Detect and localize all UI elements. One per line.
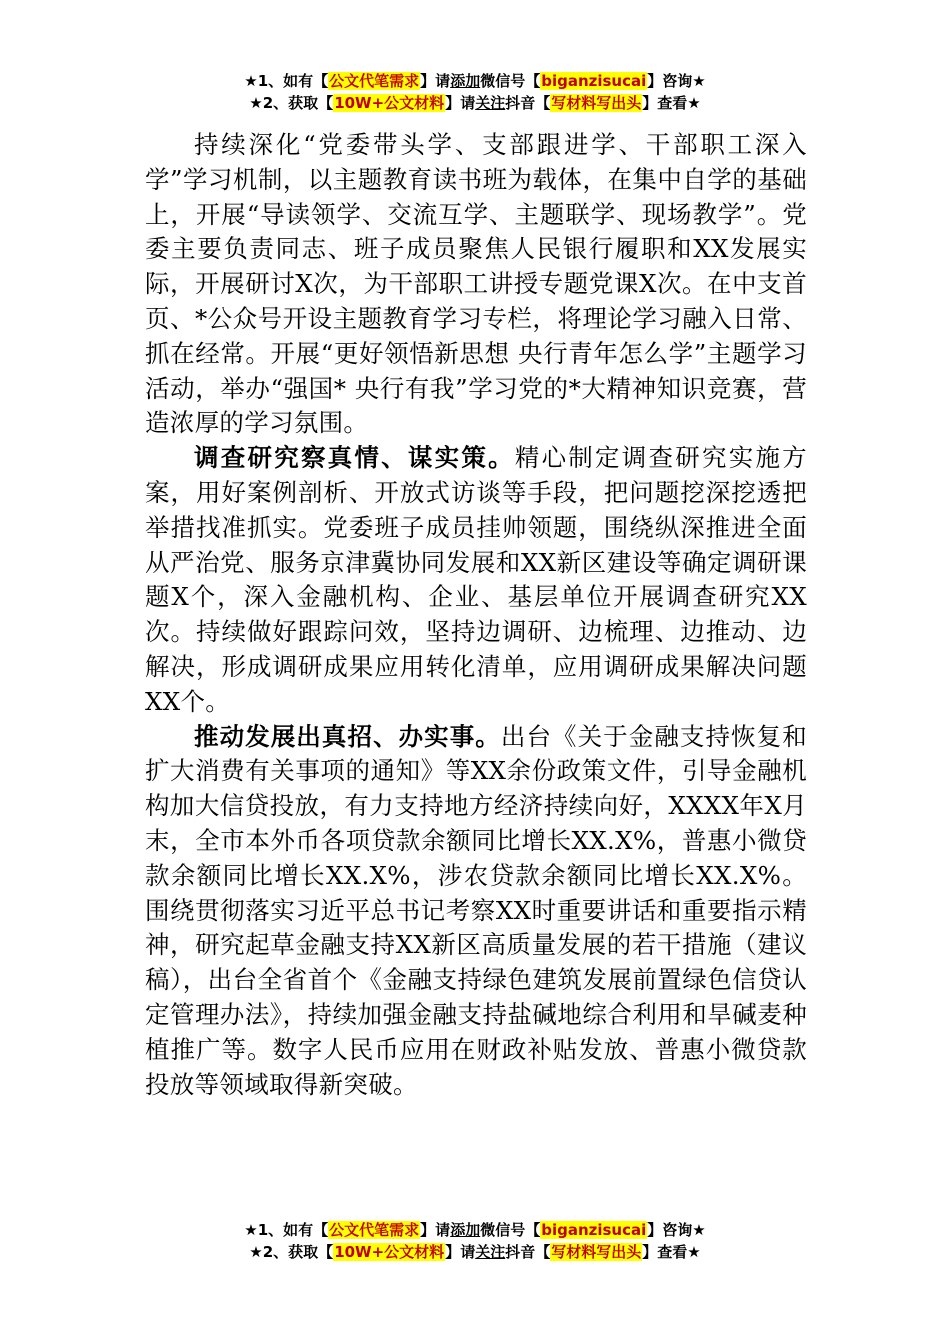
footer-banner (0, 1219, 950, 1263)
paragraph-development (145, 720, 807, 1103)
paragraph-text: 出台《关于金融支持恢复和扩大消费有关事项的通知》等XX余份政策文件，引导金融机构加大信贷投放，有力支持地方经济持续向好，XXXX年X月末，全市本外币各项贷款余额同比增长XX.X%，普惠小微贷款余额同比增长XX.X%，涉农贷款余额同比增长XX.X%。围绕贯彻落实习近平总书记考察XX时重要讲话和重要指示精神，研究起草金融支持XX新区高质量发展的若干措施（建议稿），出台全省首个《金融支持绿色建筑发展前置绿色信贷认定管理办法》，持续加强金融支持盐碱地综合利用和旱碱麦种植推广等。数字人民币应用在财政补贴发放、普惠小微贷款投放等领域取得新突破。 (145, 721, 807, 1099)
highlight-douyin-account: 写材料写出头 (551, 1243, 642, 1261)
paragraph-heading: 调查研究察真情、谋实策。 (194, 443, 515, 473)
highlight-materials: 10W+公文材料 (334, 1243, 445, 1261)
paragraph-text: 精心制定调查研究实施方案，用好案例剖析、开放式访谈等手段，把问题挖深挖透把举措找准抓实。党委班子成员挂帅领题，围绕纵深推进全面从严治党、服务京津冀协同发展和XX新区建设等确定调研课题X个，深入金融机构、企业、基层单位开展调查研究XX次。持续做好跟踪问效，坚持边调研、边梳理、边推动、边解决，形成调研成果应用转化清单，应用调研成果解决问题XX个。 (145, 443, 807, 716)
banner-line-2: ★2、获取【10W+公文材料】请关注抖音【写材料写出头】查看★ (249, 1243, 701, 1261)
highlight-materials: 10W+公文材料 (334, 94, 445, 112)
paragraph-heading: 推动发展出真招、办实事。 (194, 721, 501, 751)
highlight-writing-service: 公文代笔需求 (329, 72, 420, 90)
banner-line-1: ★1、如有【公文代笔需求】请添加微信号【biganzisucai】咨询★ (244, 1221, 706, 1239)
paragraph-study (145, 128, 807, 441)
star-icon: ★ (249, 1243, 263, 1261)
highlight-writing-service: 公文代笔需求 (329, 1221, 420, 1239)
banner-line-1: ★1、如有【公文代笔需求】请添加微信号【biganzisucai】咨询★ (244, 72, 706, 90)
paragraph-text: 持续深化“党委带头学、支部跟进学、干部职工深入学”学习机制，以主题教育读书班为载体，在集中自学的基础上，开展“导读领学、交流互学、主题联学、现场教学”。党委主要负责同志、班子成员聚焦人民银行履职和XX发展实际，开展研讨X次，为干部职工讲授专题党课X次。在中支首页、*公众号开设主题教育学习专栏，将理论学习融入日常、抓在经常。开展“更好领悟新思想 央行青年怎么学”主题学习活动，举办“强国* 央行有我”学习党的*大精神知识竞赛，营造浓厚的学习氛围。 (145, 130, 807, 438)
document-body (145, 128, 807, 1102)
star-icon: ★ (244, 1221, 258, 1239)
paragraph-research (145, 441, 807, 719)
star-icon: ★ (249, 94, 263, 112)
star-icon: ★ (244, 72, 258, 90)
highlight-wechat-id: biganzisucai (541, 72, 647, 90)
highlight-douyin-account: 写材料写出头 (551, 94, 642, 112)
highlight-wechat-id: biganzisucai (541, 1221, 647, 1239)
banner-line-2: ★2、获取【10W+公文材料】请关注抖音【写材料写出头】查看★ (249, 94, 701, 112)
header-banner (0, 70, 950, 114)
